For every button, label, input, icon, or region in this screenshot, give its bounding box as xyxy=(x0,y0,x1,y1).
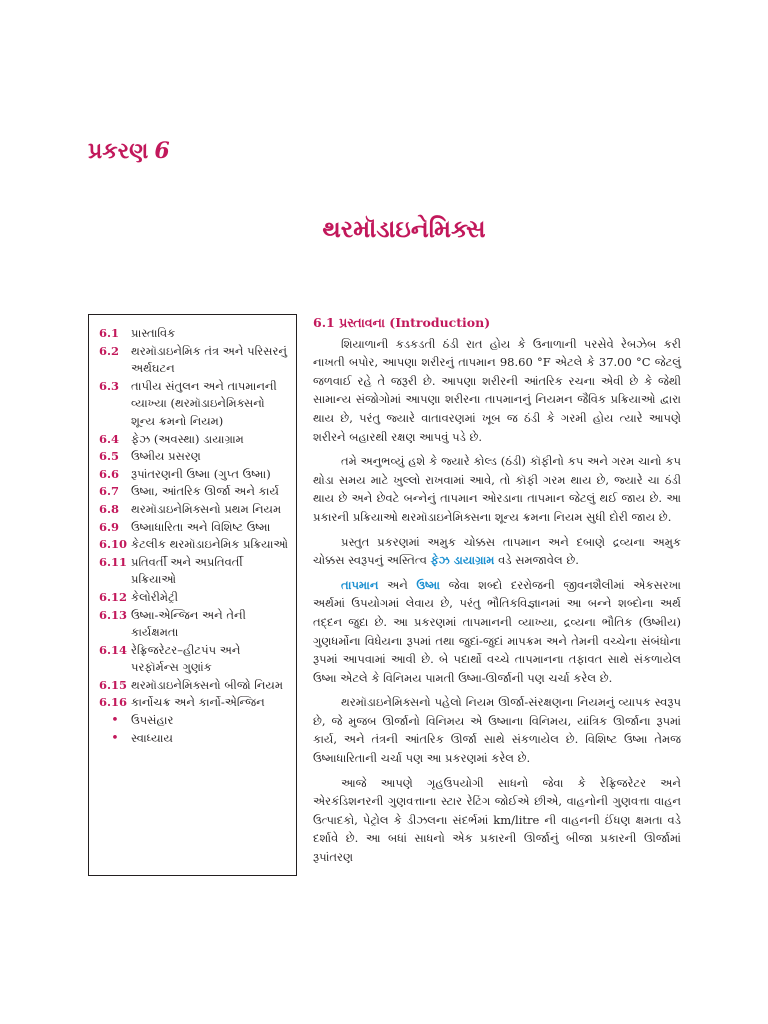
toc-text: સ્વાધ્યાય xyxy=(131,730,173,745)
toc-item xyxy=(99,378,290,431)
toc-number: 6.3 xyxy=(99,378,120,393)
toc-text: ઉષ્મીય પ્રસરણ xyxy=(131,449,201,464)
toc-number: 6.2 xyxy=(99,343,120,358)
paragraph xyxy=(313,576,681,688)
toc-text: ફેઝ (અવસ્થા) ડાયાગ્રામ xyxy=(131,431,244,446)
section-heading xyxy=(313,314,681,333)
toc-number: 6.6 xyxy=(99,466,120,481)
paragraph-text: જેવા શબ્દો દરરોજની જીવનશૈલીમાં એકસરખા અર્થમાં ઉપયોગમાં લેવાય છે, પરંતુ ભૌતિકવિજ્ઞાનમાં આ બન્ને શબ્દોના અર્થ તદ્દન જુદા છે. આ પ્રકરણમાં તાપમાનની વ્યાખ્યા, દ્રવ્યના ભૌતિક (ઉષ્મીય) ગુણધર્મોના વિધેયના રૂપમાં તથા જુદાં-જુદાં માપક્રમ અને તેમની વચ્ચેના સંબંધોના રૂપમાં આપવામાં આવી છે. બે પદાર્થો વચ્ચે તાપમાનના તફાવત સાથે સંકળાયેલ ઉષ્મા એટલે કે વિનિમય પામતી ઉષ્મા-ઊર્જાની પણ ચર્ચા કરેલ છે. xyxy=(313,577,681,685)
section-subtitle: (Introduction) xyxy=(389,315,491,330)
toc-text: તાપીય સંતુલન અને તાપમાનની વ્યાખ્યા (થરમૉડાઇનેમિક્સનો શૂન્ય ક્રમનો નિયમ) xyxy=(131,378,277,428)
toc-item xyxy=(99,677,290,695)
main-content xyxy=(313,314,681,873)
toc-text: થરમૉડાઇનેમિક્સનો પ્રથમ નિયમ xyxy=(131,501,282,516)
chapter-number: 6 xyxy=(154,138,170,164)
toc-number: 6.10 xyxy=(99,537,128,552)
toc-text: ઉષ્માધારિતા અને વિશિષ્ટ ઉષ્મા xyxy=(131,519,271,534)
toc-text: ઉપસંહાર xyxy=(131,713,174,728)
toc-number: 6.15 xyxy=(99,677,128,692)
toc-text: પ્રાસ્તાવિક xyxy=(131,326,176,340)
toc-number: 6.5 xyxy=(99,449,120,464)
chapter-label xyxy=(88,138,170,164)
toc-item xyxy=(99,554,290,589)
toc-item xyxy=(99,501,290,519)
toc-text: પ્રતિવર્તી અને અપ્રતિવર્તી પ્રક્રિયાઓ xyxy=(131,554,243,587)
paragraph-text: વડે સમજાવેલ છે. xyxy=(498,553,579,568)
toc-number: 6.4 xyxy=(99,431,120,446)
paragraph: આજે આપણે ગૃહઉપયોગી સાધનો જેવા કે રેફ્રિજરેટર અને એરકંડિશનરની ગુણવત્તાના સ્ટાર રેટિંગ જોઈએ છીએ, વાહનોની ગુણવત્તા વાહન ઉત્પાદકો, પેટ્રોલ કે ડીઝલના સંદર્ભમાં km/litre ની વાહનની ઈંધણ ક્ષમતા વડે દર્શાવે છે. આ બધાં સાધનો એક પ્રકારની ઊર્જાનું બીજા પ્રકારની ઊર્જામાં રૂપાંતરણ xyxy=(313,775,681,865)
paragraph-text: અને xyxy=(387,577,408,592)
toc-item xyxy=(99,607,290,642)
bullet-icon: • xyxy=(111,713,119,729)
toc-text: થરમૉડાઇનેમિક્સનો બીજો નિયમ xyxy=(131,677,283,692)
toc-item xyxy=(99,448,290,466)
toc-item xyxy=(99,483,290,501)
toc-number: 6.1 xyxy=(99,326,120,340)
toc-item xyxy=(99,642,290,677)
toc-item xyxy=(99,694,290,712)
toc-number: 6.11 xyxy=(99,554,128,569)
section-number: 6.1 xyxy=(313,315,335,330)
temperature-term: તાપમાન xyxy=(341,577,379,592)
toc-item xyxy=(99,466,290,484)
toc-number: 6.7 xyxy=(99,484,120,499)
toc-item xyxy=(99,343,290,378)
toc-text: કેલોરીમેટ્રી xyxy=(131,589,179,604)
toc-number: 6.16 xyxy=(99,695,128,710)
table-of-contents xyxy=(88,314,297,876)
bullet-icon: • xyxy=(111,730,119,746)
toc-item xyxy=(99,325,290,343)
paragraph: થરમૉડાઇનેમિક્સનો પહેલો નિયમ ઊર્જા-સંરક્ષણના નિયમનું વ્યાપક સ્વરૂપ છે, જે મુજબ ઊર્જાનો વિનિમય એ ઉષ્માના વિનિમય, યાંત્રિક ઊર્જાના રૂપમાં કાર્ય, અને તંત્રની આંતરિક ઊર્જા સાથે સંકળાયેલ છે. વિશિષ્ટ ઉષ્મા તેમજ ઉષ્માધારિતાની ચર્ચા પણ આ પ્રકરણમાં કરેલ છે. xyxy=(313,695,681,766)
paragraph-text: પ્રસ્તુત પ્રકરણમાં અમુક ચોક્કસ તાપમાન અને દબાણે દ્રવ્યના અમુક ચોક્કસ સ્વરૂપનું અસ્તિત્વ xyxy=(313,534,681,568)
toc-number: 6.13 xyxy=(99,607,128,622)
toc-number: 6.8 xyxy=(99,501,120,516)
toc-text: રૂપાંતરણની ઉષ્મા (ગુપ્ત ઉષ્મા) xyxy=(131,466,271,481)
section-title: પ્રસ્તાવના xyxy=(339,315,385,330)
chapter-title: થરમૉડાઇનેમિક્સ xyxy=(322,214,486,243)
paragraph: શિયાળાની કડકડતી ઠંડી રાત હોય કે ઉનાળાની પરસેવે રેબઝેબ કરી નાખતી બપોર, આપણા શરીરનું તાપમાન 98.60 °F એટલે કે 37.00 °C જેટલું જળવાઈ રહે તે જરૂરી છે. આપણા શરીરની આંતરિક રચના એવી છે કે જેથી સામાન્ય સંજોગોમાં આપણા શરીરના તાપમાનનું નિયમન જૈવિક પ્રક્રિયાઓ દ્વારા થાય છે, પરંતુ જ્યારે વાતાવરણમાં ખૂબ જ ઠંડી કે ગરમી હોય ત્યારે આપણે શરીરને બહારથી રક્ષણ આપવું પડે છે. xyxy=(313,336,681,444)
heat-term: ઉષ્મા xyxy=(416,577,440,592)
toc-text: રેફ્રિજરેટર–હીટપંપ અને પરફૉર્મન્સ ગુણાંક xyxy=(131,642,241,675)
toc-item xyxy=(99,519,290,537)
toc-bullet-item xyxy=(99,712,290,730)
toc-item xyxy=(99,536,290,554)
toc-item xyxy=(99,431,290,449)
paragraph xyxy=(313,533,681,570)
toc-number: 6.14 xyxy=(99,642,128,657)
phase-diagram-term: ફેઝ ડાયાગ્રામ xyxy=(430,553,495,568)
toc-bullet-item xyxy=(99,730,290,748)
toc-number: 6.9 xyxy=(99,519,120,534)
toc-item xyxy=(99,589,290,607)
toc-text: થરમૉડાઇનેમિક તંત્ર અને પરિસરનું અર્થઘટન xyxy=(131,343,287,376)
toc-text: કાર્નોચક્ર અને કાર્નો-એન્જિન xyxy=(131,695,265,710)
toc-text: ઉષ્મા-એન્જિન અને તેની કાર્યક્ષમતા xyxy=(131,607,246,640)
toc-number: 6.12 xyxy=(99,589,128,604)
toc-text: કેટલીક થરમૉડાઇનેમિક પ્રક્રિયાઓ xyxy=(131,537,289,552)
chapter-word: પ્રકરણ xyxy=(88,138,149,164)
paragraph: તમે અનુભવ્યું હશે કે જ્યારે કોલ્ડ (ઠંડી) કૉફીનો કપ અને ગરમ ચાનો કપ થોડા સમય માટે ખુલ્લો રાખવામાં આવે, તો કૉફી ગરમ થાય છે, જ્યારે ચા ઠંડી થાય છે અને છેવટે બન્નેનું તાપમાન ઓરડાના તાપમાન જેટલું થઈ જાય છે. આ પ્રકારની પ્રક્રિયાઓ થરમૉડાઇનેમિક્સના શૂન્ય ક્રમના નિયમ સુધી દોરી જાય છે. xyxy=(313,454,681,524)
toc-text: ઉષ્મા, આંતરિક ઊર્જા અને કાર્ય xyxy=(131,484,279,499)
